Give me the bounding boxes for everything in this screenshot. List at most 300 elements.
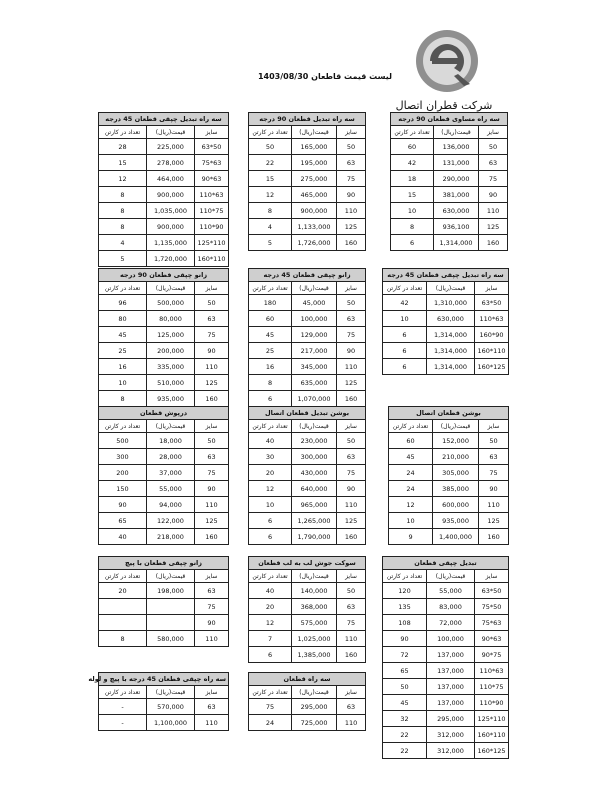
table-row bbox=[383, 679, 509, 695]
table-row bbox=[249, 203, 366, 219]
table-row bbox=[249, 647, 366, 663]
price-cell: 600,000 bbox=[433, 497, 479, 513]
size-cell: 160 bbox=[195, 391, 229, 407]
size-cell: 110 bbox=[479, 203, 508, 219]
price-cell: 72,000 bbox=[427, 615, 475, 631]
price-cell: 935,000 bbox=[433, 513, 479, 529]
size-cell: 125 bbox=[479, 219, 508, 235]
size-cell: 90 bbox=[337, 343, 366, 359]
table-row bbox=[99, 513, 229, 529]
size-cell: 110*90 bbox=[475, 695, 509, 711]
qty-cell: 42 bbox=[391, 155, 434, 171]
qty-cell: 12 bbox=[249, 187, 292, 203]
qty-cell: 24 bbox=[389, 481, 433, 497]
size-cell: 90 bbox=[479, 481, 509, 497]
price-cell: 385,000 bbox=[433, 481, 479, 497]
table-row bbox=[391, 203, 508, 219]
table-row bbox=[249, 583, 366, 599]
table-title-row bbox=[99, 557, 229, 570]
size-cell: 160 bbox=[337, 235, 366, 251]
price-cell: 83,000 bbox=[427, 599, 475, 615]
qty-cell: 6 bbox=[249, 647, 292, 663]
qty-cell: 65 bbox=[99, 513, 147, 529]
table-header-row bbox=[249, 570, 366, 583]
table-row bbox=[391, 171, 508, 187]
size-cell: 63*50 bbox=[475, 583, 509, 599]
size-cell: 63 bbox=[337, 599, 366, 615]
price-cell: 630,000 bbox=[434, 203, 479, 219]
qty-cell: 6 bbox=[383, 359, 427, 375]
table-row bbox=[249, 529, 366, 545]
price-cell: 1,400,000 bbox=[433, 529, 479, 545]
table-header-row bbox=[99, 126, 229, 139]
size-cell: 75 bbox=[337, 171, 366, 187]
qty-cell: 200 bbox=[99, 465, 147, 481]
size-cell: 125 bbox=[479, 513, 509, 529]
table-row bbox=[249, 599, 366, 615]
qty-cell: 24 bbox=[389, 465, 433, 481]
table-row bbox=[383, 359, 509, 375]
price-cell: 295,000 bbox=[292, 699, 337, 715]
qty-cell: 65 bbox=[383, 663, 427, 679]
table-row bbox=[249, 513, 366, 529]
table-header-row bbox=[383, 282, 509, 295]
price-cell: 1,135,000 bbox=[147, 235, 195, 251]
qty-cell: 8 bbox=[99, 631, 147, 647]
price-table-6 bbox=[388, 406, 509, 545]
col-header-qty: تعداد در کارتن bbox=[249, 420, 292, 433]
table-row bbox=[249, 715, 366, 731]
qty-cell: 150 bbox=[99, 481, 147, 497]
size-cell: 63 bbox=[195, 449, 229, 465]
price-cell: 94,000 bbox=[147, 497, 195, 513]
table-row bbox=[249, 139, 366, 155]
table-header-row bbox=[99, 420, 229, 433]
price-cell: 335,000 bbox=[147, 359, 195, 375]
table-row bbox=[383, 631, 509, 647]
col-header-qty: تعداد در کارتن bbox=[249, 570, 292, 583]
table-row bbox=[249, 433, 366, 449]
price-cell: 45,000 bbox=[292, 295, 337, 311]
col-header-size: سایز bbox=[337, 420, 366, 433]
size-cell: 63 bbox=[479, 449, 509, 465]
col-header-qty: تعداد در کارتن bbox=[389, 420, 433, 433]
table-row bbox=[249, 699, 366, 715]
table-row bbox=[99, 433, 229, 449]
price-cell: 500,000 bbox=[147, 295, 195, 311]
table-title-row bbox=[249, 269, 366, 282]
table-title: بوشن قطعان اتصال bbox=[389, 407, 509, 420]
size-cell: 63 bbox=[195, 699, 229, 715]
price-cell: 37,000 bbox=[147, 465, 195, 481]
size-cell: 160*110 bbox=[195, 251, 229, 267]
table-row bbox=[249, 219, 366, 235]
qty-cell: 300 bbox=[99, 449, 147, 465]
qty-cell: 12 bbox=[249, 481, 292, 497]
table-row bbox=[389, 497, 509, 513]
price-cell: 1,385,000 bbox=[292, 647, 337, 663]
price-cell: 230,000 bbox=[292, 433, 337, 449]
qty-cell: 8 bbox=[249, 375, 292, 391]
size-cell: 50 bbox=[337, 433, 366, 449]
price-cell: 198,000 bbox=[147, 583, 195, 599]
table-header-row bbox=[391, 126, 508, 139]
price-cell: 217,000 bbox=[292, 343, 337, 359]
col-header-price: قیمت(ریال) bbox=[147, 570, 195, 583]
qty-cell: 40 bbox=[249, 583, 292, 599]
table-title-row bbox=[249, 557, 366, 570]
size-cell: 110 bbox=[195, 497, 229, 513]
table-row bbox=[99, 529, 229, 545]
col-header-price: قیمت(ریال) bbox=[147, 282, 195, 295]
price-table-5 bbox=[98, 268, 229, 407]
table-row bbox=[99, 311, 229, 327]
size-cell: 125*110 bbox=[475, 711, 509, 727]
col-header-size: سایز bbox=[475, 570, 509, 583]
size-cell: 125 bbox=[195, 375, 229, 391]
qty-cell: 15 bbox=[249, 171, 292, 187]
col-header-qty: تعداد در کارتن bbox=[99, 420, 147, 433]
size-cell: 160 bbox=[479, 235, 508, 251]
price-cell: 152,000 bbox=[433, 433, 479, 449]
price-cell: 936,100 bbox=[434, 219, 479, 235]
qty-cell: 8 bbox=[249, 203, 292, 219]
qty-cell: 20 bbox=[249, 465, 292, 481]
qty-cell: 4 bbox=[249, 219, 292, 235]
col-header-qty: تعداد در کارتن bbox=[99, 686, 147, 699]
price-cell: 100,000 bbox=[292, 311, 337, 327]
qty-cell: 30 bbox=[249, 449, 292, 465]
price-table-3 bbox=[382, 268, 509, 375]
qty-cell: 10 bbox=[391, 203, 434, 219]
table-row bbox=[99, 715, 229, 731]
table-title: سه راه تبدیل چپقی قطعان 45 درجه bbox=[99, 113, 229, 126]
table-header-row bbox=[99, 570, 229, 583]
table-row bbox=[249, 375, 366, 391]
qty-cell: 60 bbox=[391, 139, 434, 155]
size-cell: 90 bbox=[479, 187, 508, 203]
size-cell: 160 bbox=[479, 529, 509, 545]
price-cell: 295,000 bbox=[427, 711, 475, 727]
table-row bbox=[389, 465, 509, 481]
size-cell: 110 bbox=[337, 497, 366, 513]
qty-cell: 9 bbox=[389, 529, 433, 545]
size-cell: 50 bbox=[337, 139, 366, 155]
qty-cell bbox=[99, 599, 147, 615]
price-cell: 129,000 bbox=[292, 327, 337, 343]
table-row bbox=[391, 187, 508, 203]
size-cell: 110 bbox=[479, 497, 509, 513]
qty-cell: 24 bbox=[249, 715, 292, 731]
qty-cell: 72 bbox=[383, 647, 427, 663]
col-header-size: سایز bbox=[195, 686, 229, 699]
price-cell: 1,314,000 bbox=[427, 359, 475, 375]
table-row bbox=[249, 391, 366, 407]
size-cell: 50 bbox=[195, 433, 229, 449]
qty-cell: 4 bbox=[99, 235, 147, 251]
qty-cell: 75 bbox=[249, 699, 292, 715]
col-header-size: سایز bbox=[195, 570, 229, 583]
col-header-price: قیمت(ریال) bbox=[292, 686, 337, 699]
table-title: بوشن تبدیل قطعان اتصال bbox=[249, 407, 366, 420]
col-header-size: سایز bbox=[475, 282, 509, 295]
price-cell: 100,000 bbox=[427, 631, 475, 647]
price-table-7 bbox=[248, 406, 366, 545]
size-cell: 125 bbox=[337, 219, 366, 235]
qty-cell: 6 bbox=[383, 343, 427, 359]
size-cell: 125 bbox=[337, 513, 366, 529]
price-cell: 640,000 bbox=[292, 481, 337, 497]
size-cell: 125 bbox=[195, 513, 229, 529]
size-cell: 160*110 bbox=[475, 343, 509, 359]
size-cell: 90*63 bbox=[475, 631, 509, 647]
size-cell: 50 bbox=[195, 295, 229, 311]
col-header-price: قیمت(ریال) bbox=[292, 282, 337, 295]
qty-cell: 135 bbox=[383, 599, 427, 615]
price-cell: 137,000 bbox=[427, 647, 475, 663]
qty-cell: 10 bbox=[249, 497, 292, 513]
size-cell: 125 bbox=[337, 375, 366, 391]
price-cell: 430,000 bbox=[292, 465, 337, 481]
table-row bbox=[99, 219, 229, 235]
table-row bbox=[99, 615, 229, 631]
table-title: تبدیل چپقی قطعان bbox=[383, 557, 509, 570]
table-row bbox=[389, 513, 509, 529]
price-cell: 1,314,000 bbox=[434, 235, 479, 251]
size-cell: 75 bbox=[195, 327, 229, 343]
qty-cell: 15 bbox=[391, 187, 434, 203]
table-row bbox=[389, 481, 509, 497]
table-row bbox=[99, 631, 229, 647]
col-header-size: سایز bbox=[337, 282, 366, 295]
table-row bbox=[383, 311, 509, 327]
size-cell: 50 bbox=[479, 433, 509, 449]
table-row bbox=[249, 327, 366, 343]
price-cell: 200,000 bbox=[147, 343, 195, 359]
size-cell: 160*110 bbox=[475, 727, 509, 743]
price-cell bbox=[147, 599, 195, 615]
col-header-price: قیمت(ریال) bbox=[147, 686, 195, 699]
price-cell: 1,790,000 bbox=[292, 529, 337, 545]
col-header-size: سایز bbox=[195, 126, 229, 139]
price-cell: 55,000 bbox=[427, 583, 475, 599]
table-title-row bbox=[383, 557, 509, 570]
qty-cell: 25 bbox=[249, 343, 292, 359]
price-cell: 1,100,000 bbox=[147, 715, 195, 731]
table-header-row bbox=[249, 420, 366, 433]
size-cell: 75*50 bbox=[475, 599, 509, 615]
company-name: شرکت قطران اتصال bbox=[395, 99, 493, 112]
table-title-row bbox=[249, 407, 366, 420]
table-title: سه راه چپقی قطعان 45 درجه با پیچ و لوله bbox=[99, 673, 229, 686]
table-row bbox=[391, 219, 508, 235]
qty-cell: 90 bbox=[99, 497, 147, 513]
table-title-row bbox=[99, 113, 229, 126]
table-row bbox=[249, 631, 366, 647]
qty-cell: 120 bbox=[383, 583, 427, 599]
qty-cell: 18 bbox=[391, 171, 434, 187]
size-cell: 50 bbox=[479, 139, 508, 155]
size-cell: 110 bbox=[337, 359, 366, 375]
col-header-size: سایز bbox=[337, 570, 366, 583]
price-cell: 312,000 bbox=[427, 743, 475, 759]
col-header-price: قیمت(ریال) bbox=[427, 570, 475, 583]
price-cell: 965,000 bbox=[292, 497, 337, 513]
table-row bbox=[99, 171, 229, 187]
table-row bbox=[99, 155, 229, 171]
table-row bbox=[99, 497, 229, 513]
price-cell: 300,000 bbox=[292, 449, 337, 465]
table-row bbox=[99, 187, 229, 203]
price-table-12 bbox=[248, 672, 366, 731]
table-row bbox=[383, 615, 509, 631]
qty-cell: 16 bbox=[99, 359, 147, 375]
col-header-qty: تعداد در کارتن bbox=[391, 126, 434, 139]
qty-cell: 25 bbox=[99, 343, 147, 359]
table-title-row bbox=[249, 673, 366, 686]
size-cell: 90*75 bbox=[475, 647, 509, 663]
table-title: سه راه تبدیل قطعان 90 درجه bbox=[249, 113, 366, 126]
price-cell: 137,000 bbox=[427, 695, 475, 711]
col-header-price: قیمت(ریال) bbox=[292, 570, 337, 583]
price-cell: 1,070,000 bbox=[292, 391, 337, 407]
price-cell: 635,000 bbox=[292, 375, 337, 391]
qty-cell: 6 bbox=[383, 327, 427, 343]
size-cell: 110*90 bbox=[195, 219, 229, 235]
size-cell: 63 bbox=[337, 155, 366, 171]
price-cell: 575,000 bbox=[292, 615, 337, 631]
size-cell: 63 bbox=[479, 155, 508, 171]
price-cell: 305,000 bbox=[433, 465, 479, 481]
price-table-0 bbox=[390, 112, 508, 251]
table-row bbox=[99, 583, 229, 599]
col-header-size: سایز bbox=[479, 420, 509, 433]
table-title-row bbox=[99, 673, 229, 686]
price-cell: 218,000 bbox=[147, 529, 195, 545]
price-table-10 bbox=[248, 556, 366, 663]
table-row bbox=[99, 481, 229, 497]
table-row bbox=[249, 235, 366, 251]
size-cell: 90 bbox=[337, 187, 366, 203]
price-cell: 125,000 bbox=[147, 327, 195, 343]
table-row bbox=[99, 251, 229, 267]
price-cell: 1,265,000 bbox=[292, 513, 337, 529]
table-title: زانو چپقی قطعان 90 درجه bbox=[99, 269, 229, 282]
table-title-row bbox=[99, 269, 229, 282]
qty-cell: 42 bbox=[383, 295, 427, 311]
table-title: زانو چپقی قطعان با پیچ bbox=[99, 557, 229, 570]
table-header-row bbox=[99, 282, 229, 295]
table-title-row bbox=[249, 113, 366, 126]
size-cell: 110 bbox=[195, 715, 229, 731]
qty-cell: - bbox=[99, 699, 147, 715]
col-header-price: قیمت(ریال) bbox=[433, 420, 479, 433]
table-row bbox=[383, 327, 509, 343]
table-title: سوکت جوش لب به لب قطعان bbox=[249, 557, 366, 570]
price-cell: 122,000 bbox=[147, 513, 195, 529]
price-cell: 900,000 bbox=[292, 203, 337, 219]
size-cell: 75 bbox=[337, 327, 366, 343]
size-cell: 75 bbox=[479, 465, 509, 481]
col-header-size: سایز bbox=[479, 126, 508, 139]
price-cell: 290,000 bbox=[434, 171, 479, 187]
qty-cell: 10 bbox=[383, 311, 427, 327]
price-cell: 1,314,000 bbox=[427, 327, 475, 343]
table-row bbox=[383, 599, 509, 615]
qty-cell: 6 bbox=[249, 529, 292, 545]
price-cell: 1,310,000 bbox=[427, 295, 475, 311]
qty-cell: 6 bbox=[249, 391, 292, 407]
col-header-qty: تعداد در کارتن bbox=[383, 570, 427, 583]
price-table-11 bbox=[98, 556, 229, 647]
price-cell: 345,000 bbox=[292, 359, 337, 375]
price-cell: 1,133,000 bbox=[292, 219, 337, 235]
price-cell: 225,000 bbox=[147, 139, 195, 155]
size-cell: 160 bbox=[337, 647, 366, 663]
table-row bbox=[99, 139, 229, 155]
qty-cell: 180 bbox=[249, 295, 292, 311]
col-header-qty: تعداد در کارتن bbox=[99, 126, 147, 139]
col-header-size: سایز bbox=[195, 420, 229, 433]
table-title: درپوش قطعان bbox=[99, 407, 229, 420]
size-cell: 110*75 bbox=[195, 203, 229, 219]
table-header-row bbox=[99, 686, 229, 699]
qty-cell: 12 bbox=[249, 615, 292, 631]
price-cell: 165,000 bbox=[292, 139, 337, 155]
size-cell: 63 bbox=[337, 699, 366, 715]
size-cell: 75*63 bbox=[475, 615, 509, 631]
qty-cell: 90 bbox=[383, 631, 427, 647]
price-cell: 80,000 bbox=[147, 311, 195, 327]
qty-cell: 40 bbox=[99, 529, 147, 545]
table-row bbox=[383, 743, 509, 759]
table-row bbox=[99, 391, 229, 407]
qty-cell: 80 bbox=[99, 311, 147, 327]
size-cell: 110*63 bbox=[475, 311, 509, 327]
table-row bbox=[99, 343, 229, 359]
col-header-price: قیمت(ریال) bbox=[292, 420, 337, 433]
size-cell: 50 bbox=[337, 295, 366, 311]
price-cell: 195,000 bbox=[292, 155, 337, 171]
table-row bbox=[391, 155, 508, 171]
table-row bbox=[99, 449, 229, 465]
col-header-qty: تعداد در کارتن bbox=[383, 282, 427, 295]
price-cell: 137,000 bbox=[427, 679, 475, 695]
table-row bbox=[383, 711, 509, 727]
qty-cell: 500 bbox=[99, 433, 147, 449]
table-title: زانو چپقی قطعان 45 درجه bbox=[249, 269, 366, 282]
col-header-qty: تعداد در کارتن bbox=[249, 686, 292, 699]
price-cell: 210,000 bbox=[433, 449, 479, 465]
table-row bbox=[99, 295, 229, 311]
size-cell: 75*63 bbox=[195, 155, 229, 171]
size-cell: 90 bbox=[195, 615, 229, 631]
qty-cell: 22 bbox=[249, 155, 292, 171]
table-row bbox=[389, 529, 509, 545]
qty-cell: 10 bbox=[389, 513, 433, 529]
price-table-1 bbox=[248, 112, 366, 251]
qty-cell: 22 bbox=[383, 743, 427, 759]
table-row bbox=[383, 663, 509, 679]
table-row bbox=[99, 359, 229, 375]
qty-cell: 12 bbox=[99, 171, 147, 187]
table-row bbox=[249, 359, 366, 375]
price-cell: 725,000 bbox=[292, 715, 337, 731]
qty-cell: 32 bbox=[383, 711, 427, 727]
table-row bbox=[249, 343, 366, 359]
table-row bbox=[99, 375, 229, 391]
table-row bbox=[391, 139, 508, 155]
